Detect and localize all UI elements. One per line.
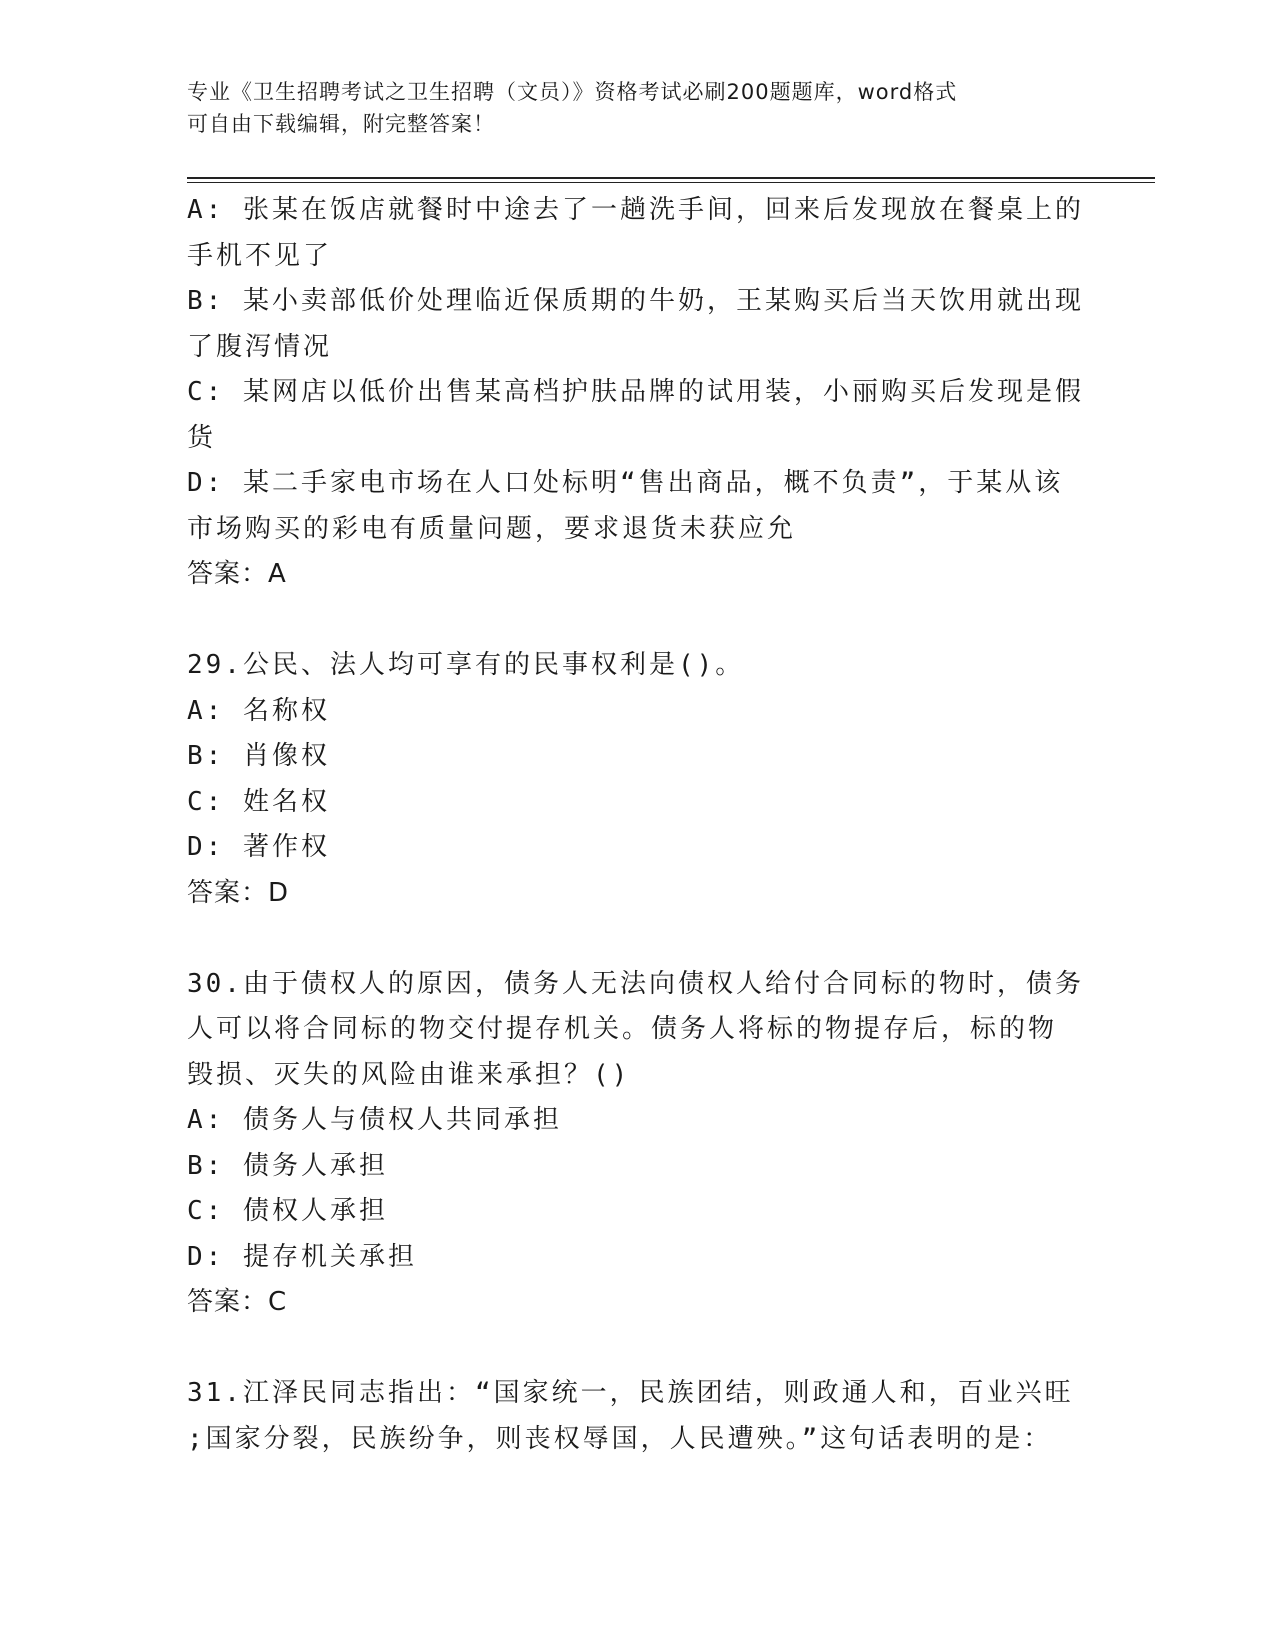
option-b-line-2: 了腹泻情况 — [187, 331, 333, 362]
question-stem-line-1: 31.江泽民同志指出：“国家统一，民族团结，则政通人和，百业兴旺 — [187, 1378, 1074, 1408]
question-30 — [187, 962, 1087, 1326]
question-stem-line-1: 30.由于债权人的原因，债务人无法向债权人给付合同标的物时，债务 — [187, 968, 1084, 999]
question-stem: 29.公民、法人均可享有的民事权利是()。 — [187, 650, 745, 680]
option-c-line-1: C: 某网店以低价出售某高档护肤品牌的试用装，小丽购买后发现是假 — [187, 377, 1084, 407]
question-content — [187, 188, 1087, 1462]
document-header — [187, 76, 1067, 140]
option-a-line-2: 手机不见了 — [187, 240, 333, 271]
option-a: A: 名称权 — [187, 695, 330, 726]
question-29 — [187, 643, 1087, 916]
option-a-line-1: A: 张某在饭店就餐时中途去了一趟洗手间，回来后发现放在餐桌上的 — [187, 195, 1084, 225]
answer-line: 答案：D — [187, 877, 290, 908]
option-d: D: 著作权 — [187, 832, 330, 862]
question-spacer — [187, 1326, 1087, 1372]
header-title-line-1: 专业《卫生招聘考试之卫生招聘（文员）》资格考试必刷200题题库，word格式 — [187, 80, 958, 104]
option-b: B: 肖像权 — [187, 741, 330, 771]
question-spacer — [187, 598, 1087, 644]
question-28 — [187, 188, 1087, 598]
answer-line: 答案：A — [187, 559, 287, 589]
option-d-line-1: D: 某二手家电市场在人口处标明“售出商品，概不负责”，于某从该 — [187, 468, 1064, 498]
option-c-line-2: 货 — [187, 422, 217, 453]
answer-line: 答案：C — [187, 1287, 288, 1317]
option-d: D: 提存机关承担 — [187, 1241, 417, 1272]
option-b: B: 债务人承担 — [187, 1150, 388, 1181]
header-divider-thick — [187, 177, 1155, 179]
option-c: C: 姓名权 — [187, 786, 330, 817]
option-c: C: 债权人承担 — [187, 1196, 388, 1226]
option-b-line-1: B: 某小卖部低价处理临近保质期的牛奶，王某购买后当天饮用就出现 — [187, 286, 1084, 316]
question-stem-line-3: 毁损、灭失的风险由谁来承担？() — [187, 1059, 631, 1090]
header-divider-thin — [187, 182, 1155, 183]
question-spacer — [187, 916, 1087, 962]
option-d-line-2: 市场购买的彩电有质量问题，要求退货未获应允 — [187, 513, 797, 544]
option-a: A: 债务人与债权人共同承担 — [187, 1105, 562, 1135]
question-stem-line-2: ;国家分裂，民族纷争，则丧权辱国，人民遭殃。”这句话表明的是： — [187, 1423, 1053, 1454]
question-31 — [187, 1371, 1087, 1462]
header-title-line-2: 可自由下载编辑，附完整答案！ — [187, 112, 495, 136]
question-stem-line-2: 人可以将合同标的物交付提存机关。债务人将标的物提存后，标的物 — [187, 1014, 1058, 1044]
